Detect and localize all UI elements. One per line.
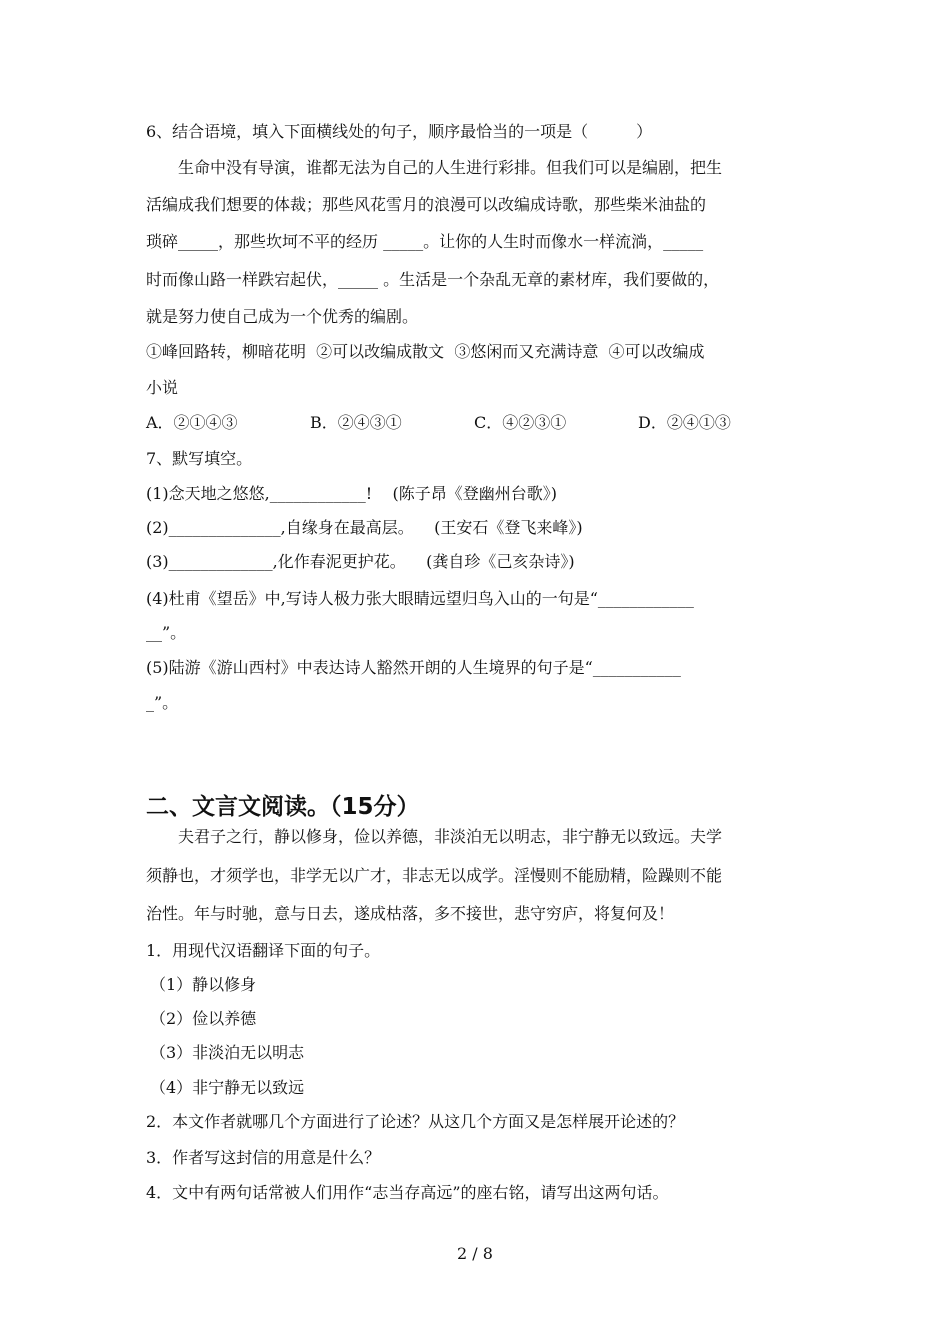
sub-question: （3）非淡泊无以明志	[150, 1043, 305, 1062]
question-6-title: 6、结合语境，填入下面横线处的句子，顺序最恰当的一项是（ ）	[146, 122, 653, 141]
question-3: 3．作者写这封信的用意是什么？	[146, 1148, 381, 1167]
page-number: 2 / 8	[457, 1244, 493, 1263]
choice-d: D．②④①③	[638, 413, 731, 432]
sub-question: （1）静以修身	[150, 975, 257, 994]
choice-c: C．④②③①	[474, 413, 567, 432]
question-1: 1．用现代汉语翻译下面的句子。	[146, 941, 381, 960]
options-line: 小说	[146, 378, 179, 397]
passage-line: 治性。年与时驰，意与日去，遂成枯落，多不接世，悲守穷庐，将复何及！	[146, 904, 675, 923]
sub-question: （4）非宁静无以致远	[150, 1078, 305, 1097]
fill-item: (4)杜甫《望岳》中,写诗人极力张大眼睛远望归鸟入山的一句是“____________	[146, 589, 694, 608]
fill-item: (2)______________,自缘身在最高层。 (王安石《登飞来峰》)	[146, 518, 583, 537]
choice-b: B．②④③①	[310, 413, 402, 432]
passage-line: 须静也，才须学也，非学无以广才，非志无以成学。淫慢则不能励精，险躁则不能	[146, 866, 723, 885]
section-heading: 二、文言文阅读。（15分）	[146, 794, 420, 820]
question-4: 4．文中有两句话常被人们用作“志当存高远”的座右铭，请写出这两句话。	[146, 1183, 669, 1202]
paragraph-line: 时而像山路一样跌宕起伏，_____ 。生活是一个杂乱无章的素材库，我们要做的，	[146, 270, 720, 289]
paragraph-line: 琐碎_____，那些坎坷不平的经历 _____。让你的人生时而像水一样流淌，_____	[146, 232, 704, 251]
options-line: ①峰回路转，柳暗花明 ②可以改编成散文 ③悠闲而又充满诗意 ④可以改编成	[146, 342, 705, 361]
question-2: 2．本文作者就哪几个方面进行了论述？从这几个方面又是怎样展开论述的？	[146, 1112, 685, 1131]
fill-item: (1)念天地之悠悠,____________! (陈子昂《登幽州台歌》)	[146, 484, 558, 503]
fill-item: __”。	[146, 623, 187, 642]
fill-item: (5)陆游《游山西村》中表达诗人豁然开朗的人生境界的句子是“___________	[146, 658, 681, 677]
question-7-title: 7、默写填空。	[146, 449, 253, 468]
choice-a: A．②①④③	[146, 413, 238, 432]
paragraph-line: 活编成我们想要的体裁；那些风花雪月的浪漫可以改编成诗歌，那些柴米油盐的	[146, 195, 707, 214]
paragraph-line: 生命中没有导演，谁都无法为自己的人生进行彩排。但我们可以是编剧，把生	[146, 158, 723, 177]
sub-question: （2）俭以养德	[150, 1009, 257, 1028]
fill-item: _”。	[146, 693, 179, 712]
fill-item: (3)_____________,化作春泥更护花。 (龚自珍《己亥杂诗》)	[146, 552, 575, 571]
passage-line: 夫君子之行，静以修身，俭以养德，非淡泊无以明志，非宁静无以致远。夫学	[146, 827, 723, 846]
paragraph-line: 就是努力使自己成为一个优秀的编剧。	[146, 307, 419, 326]
